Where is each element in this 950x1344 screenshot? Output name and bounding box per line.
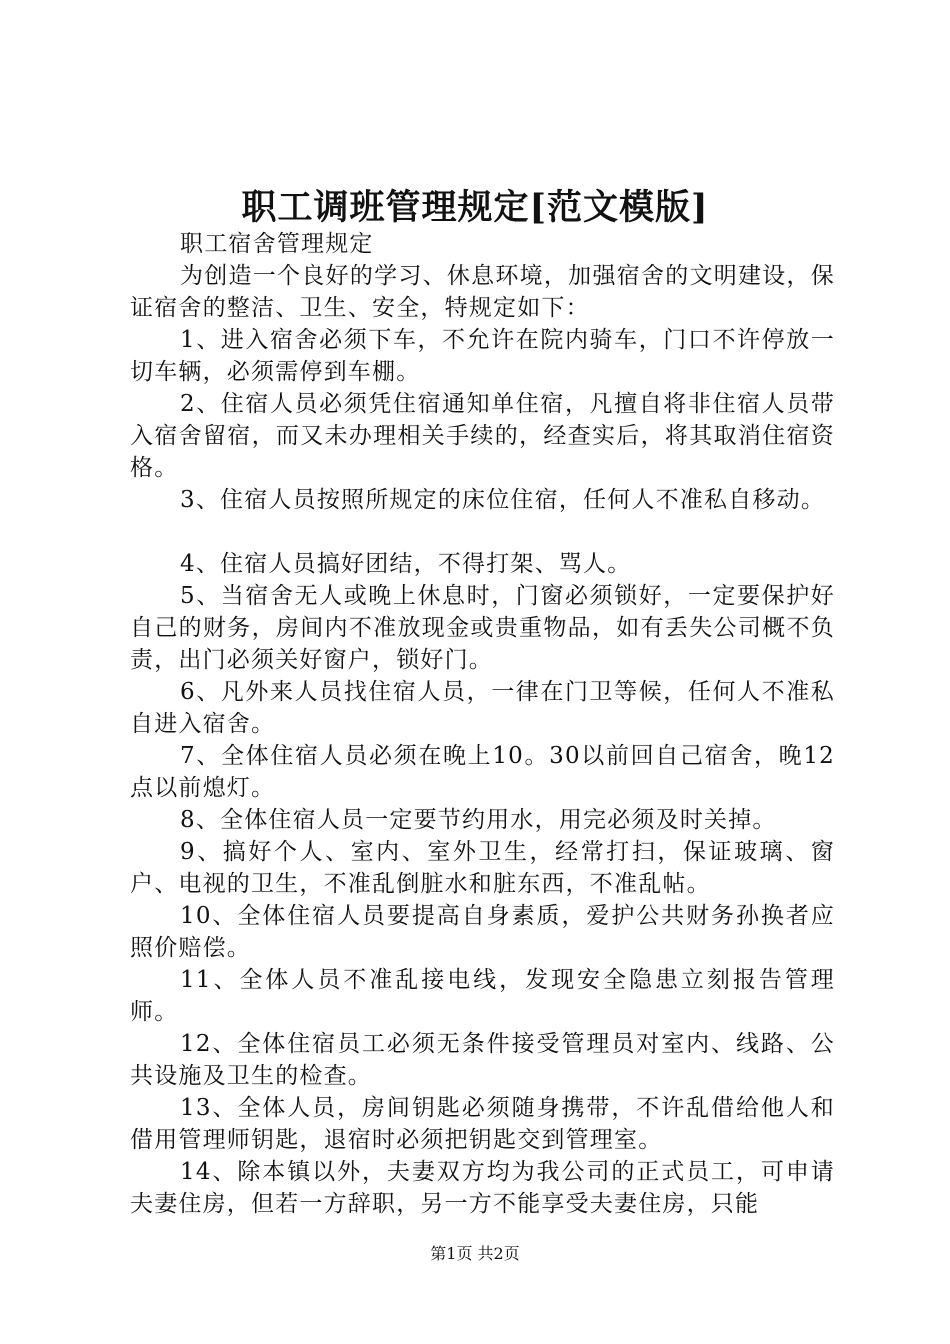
paragraph-rule-11: 11、全体人员不准乱接电线，发现安全隐患立刻报告管理师。 <box>130 967 835 1025</box>
paragraph-rule-8: 8、全体住宿人员一定要节约用水，用完必须及时关掉。 <box>180 807 777 833</box>
section-heading: 职工宿舍管理规定 <box>180 231 374 257</box>
paragraph-rule-13: 13、全体人员，房间钥匙必须随身携带，不许乱借给他人和借用管理师钥匙，退宿时必须把钥匙交到管理室。 <box>130 1095 835 1153</box>
paragraph-rule-14: 14、除本镇以外，夫妻双方均为我公司的正式员工，可申请夫妻住房，但若一方辞职，另一方不能享受夫妻住房，只能 <box>130 1159 835 1217</box>
paragraph-rule-4: 4、住宿人员搞好团结，不得打架、骂人。 <box>180 551 632 577</box>
paragraph-rule-6: 6、凡外来人员找住宿人员，一律在门卫等候，任何人不准私自进入宿舍。 <box>130 679 835 737</box>
paragraph-rule-5: 5、当宿舍无人或晚上休息时，门窗必须锁好，一定要保护好自己的财务，房间内不准放现金或贵重物品，如有丢失公司概不负责，出门必须关好窗户，锁好门。 <box>130 583 835 673</box>
page-indicator: 第1页 共2页 <box>430 1244 520 1263</box>
paragraph-rule-3: 3、住宿人员按照所规定的床位住宿，任何人不准私自移动。 <box>180 487 826 513</box>
paragraph-rule-12: 12、全体住宿员工必须无条件接受管理员对室内、线路、公共设施及卫生的检查。 <box>130 1031 835 1089</box>
paragraph-rule-2: 2、住宿人员必须凭住宿通知单住宿，凡擅自将非住宿人员带入宿舍留宿，而又未办理相关手续的，经查实后，将其取消住宿资格。 <box>130 391 835 481</box>
paragraph-intro: 为创造一个良好的学习、休息环境，加强宿舍的文明建设，保证宿舍的整洁、卫生、安全，特规定如下： <box>130 263 835 321</box>
paragraph-rule-1: 1、进入宿舍必须下车，不允许在院内骑车，门口不许停放一切车辆，必须需停到车棚。 <box>130 327 835 385</box>
paragraph-rule-10: 10、全体住宿人员要提高自身素质，爱护公共财务孙换者应照价赔偿。 <box>130 903 835 961</box>
document-title: 职工调班管理规定[范文模版] <box>241 187 709 228</box>
paragraph-rule-7: 7、全体住宿人员必须在晚上10。30以前回自己宿舍，晚12点以前熄灯。 <box>130 743 835 801</box>
paragraph-rule-9: 9、搞好个人、室内、室外卫生，经常打扫，保证玻璃、窗户、电视的卫生，不准乱倒脏水和脏东西，不准乱帖。 <box>130 839 835 897</box>
document-body <box>130 228 835 1220</box>
